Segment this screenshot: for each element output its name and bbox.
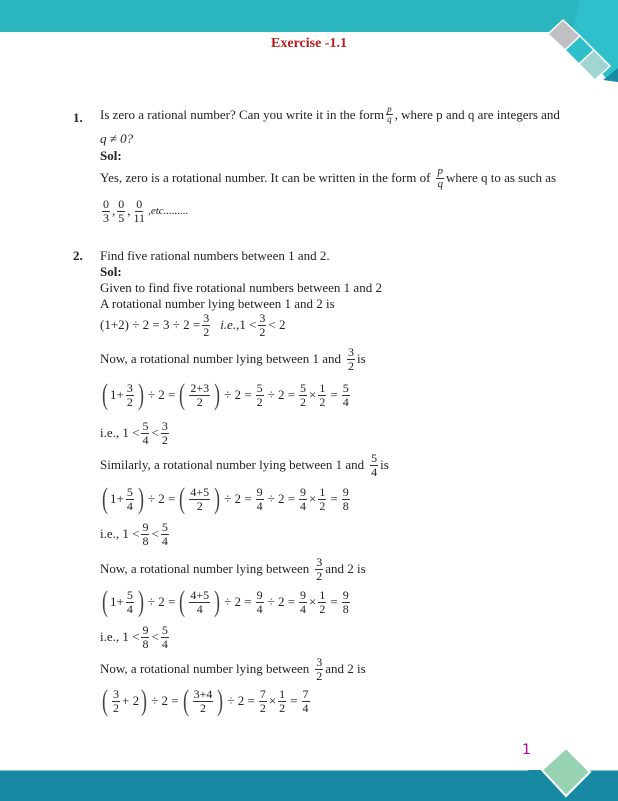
math-text: ÷ 2 = <box>224 491 252 506</box>
fraction-denominator: 4 <box>161 636 168 651</box>
math-text: is <box>357 351 366 367</box>
fraction-denominator: 4 <box>126 498 133 513</box>
fraction-denominator: 2 <box>279 700 286 715</box>
fraction-denominator: 4 <box>302 700 309 715</box>
math-text: 1 < <box>239 317 257 333</box>
fraction-numerator: 5 <box>161 520 168 534</box>
fraction-numerator: 1 <box>319 587 326 602</box>
parenthesis: ( <box>182 684 189 717</box>
math-text: ÷ 2 = <box>227 693 255 708</box>
fraction-numerator: 3+4 <box>193 686 213 701</box>
fraction <box>102 198 110 224</box>
fraction <box>133 198 147 224</box>
math-text: 1+ <box>110 491 124 506</box>
fraction <box>318 589 326 615</box>
fraction-denominator: 2 <box>196 394 203 409</box>
math-text: × <box>309 594 317 609</box>
solution-line <box>100 556 366 582</box>
fraction-numerator: 1 <box>279 686 286 701</box>
math-text: ÷ 2 = <box>267 491 296 506</box>
fraction-denominator: 2 <box>319 394 326 409</box>
fraction <box>258 312 266 338</box>
fraction <box>318 382 326 408</box>
solution-line: A rotational number lying between 1 and 2 is <box>100 296 335 311</box>
fraction-numerator: 7 <box>259 686 266 701</box>
fraction-numerator: 9 <box>300 587 307 602</box>
math-text: ÷ 2 = <box>147 387 176 402</box>
fraction <box>161 420 169 446</box>
question-1-condition: q ≠ 0? <box>100 131 134 146</box>
fraction <box>299 589 307 615</box>
fraction-numerator: 3 <box>348 345 355 359</box>
fraction-denominator: 4 <box>300 498 307 513</box>
fraction-denominator: 2 <box>319 601 326 616</box>
fraction <box>141 521 149 547</box>
fraction-numerator: 9 <box>142 623 149 637</box>
fraction <box>202 312 210 338</box>
fraction-numerator: 9 <box>342 484 349 499</box>
math-text: ÷ 2 = <box>224 387 252 402</box>
fraction-denominator: 4 <box>126 601 133 616</box>
math-text: = <box>330 491 338 506</box>
text: Yes, zero is a rotational number. It can be written in the form of <box>100 170 431 186</box>
solution-line <box>100 346 366 372</box>
fraction-numerator: 3 <box>259 311 266 325</box>
fraction <box>141 624 149 650</box>
fraction <box>342 589 350 615</box>
equation-5 <box>100 686 312 716</box>
fraction-numerator: 0 <box>136 197 143 211</box>
fraction <box>259 688 267 714</box>
math-text: 1+ <box>110 594 124 609</box>
parenthesis: ( <box>179 585 186 618</box>
fraction <box>315 656 323 682</box>
fraction-denominator: 4 <box>196 601 203 616</box>
footer-band <box>0 770 618 801</box>
fraction-denominator: 2 <box>113 700 119 715</box>
given-text: Given to find five rotational numbers between 1 and 2 <box>100 280 382 295</box>
question-number: 2. <box>73 248 83 263</box>
fraction-numerator: 3 <box>113 686 119 701</box>
fraction <box>161 521 169 547</box>
math-text: ÷ 2 = <box>147 491 176 506</box>
fraction <box>436 166 444 190</box>
fraction-numerator: 0 <box>103 197 109 211</box>
text: Is zero a rational number? Can you write it in the form <box>100 106 385 122</box>
parenthesis: ) <box>137 378 144 411</box>
math-text: ÷ 2 = <box>267 594 296 609</box>
fraction <box>126 589 134 615</box>
math-text: ÷ 2 = <box>147 594 176 609</box>
fraction-denominator: 2 <box>300 394 307 409</box>
fraction-numerator: 2+3 <box>190 380 210 395</box>
fraction-denominator: 2 <box>199 700 206 715</box>
sol-label: Sol: <box>100 148 122 163</box>
fraction-denominator: 4 <box>256 601 263 616</box>
math-text: 1+ <box>110 387 124 402</box>
math-text: × <box>309 387 317 402</box>
fraction-numerator: 1 <box>319 484 326 499</box>
text: where q to as such as <box>445 170 557 186</box>
solution-line <box>100 656 366 682</box>
fraction-denominator: 8 <box>342 601 349 616</box>
page-title: Exercise -1.1 <box>271 36 347 51</box>
fraction-numerator: 9 <box>142 520 149 534</box>
fraction-numerator: 3 <box>203 311 210 325</box>
fraction-numerator: 0 <box>118 197 125 211</box>
fraction-numerator: 9 <box>256 484 263 499</box>
fraction <box>256 486 264 512</box>
fraction-numerator: 9 <box>256 587 263 602</box>
math-text: < <box>151 526 159 542</box>
answer-1-examples: $\frac{0}{3}$ , $\frac{0}{5}$ , $\frac{0}{11}$ ,etc......... <box>103 197 189 225</box>
etc-text: ,etc......... <box>148 205 189 218</box>
question-2-text: Find five rational numbers between 1 and 2. <box>100 248 330 263</box>
fraction-numerator: p <box>437 165 443 177</box>
equation-1 <box>100 312 286 338</box>
fraction-numerator: 9 <box>342 587 349 602</box>
fraction-denominator: 2 <box>196 498 203 513</box>
fraction-denominator: 2 <box>316 668 323 683</box>
parenthesis: ( <box>102 585 108 618</box>
math-text: < 2 <box>268 317 286 333</box>
fraction-numerator: 3 <box>316 555 323 569</box>
fraction-denominator: 2 <box>259 700 266 715</box>
fraction-denominator: 2 <box>316 568 323 583</box>
math-text: Now, a rotational number lying between <box>100 561 310 577</box>
fraction-numerator: 3 <box>126 380 133 395</box>
fraction <box>299 382 307 408</box>
fraction-numerator: 1 <box>319 380 326 395</box>
fraction-numerator: 7 <box>302 686 309 701</box>
parenthesis: ( <box>102 378 108 411</box>
fraction-numerator: 3 <box>161 419 168 433</box>
math-text: × <box>268 693 277 708</box>
math-text: is <box>380 457 389 473</box>
fraction-numerator: p <box>387 104 392 114</box>
fraction-numerator: 5 <box>126 587 133 602</box>
fraction <box>189 382 210 408</box>
answer-1-text <box>100 166 556 190</box>
parenthesis: ( <box>102 482 108 515</box>
fraction-denominator: q <box>387 114 392 125</box>
fraction-numerator: 5 <box>300 380 307 395</box>
math-text: × <box>309 491 317 506</box>
math-text: and 2 is <box>325 561 366 577</box>
equation-3 <box>100 484 352 514</box>
math-text: (1+2) ÷ 2 = 3 ÷ 2 = <box>100 317 201 333</box>
fraction-numerator: 3 <box>316 655 323 669</box>
parenthesis: ( <box>179 482 186 515</box>
text: , where p and q are integers and <box>394 106 560 122</box>
parenthesis: ) <box>137 585 144 618</box>
page-number: 1 <box>522 742 531 758</box>
math-text: i.e., 1 < <box>100 425 140 441</box>
fraction-numerator: 5 <box>142 419 149 433</box>
math-text: i.e., 1 < <box>100 629 140 645</box>
fraction-denominator: 2 <box>259 324 266 339</box>
math-text: i.e., <box>220 317 240 333</box>
math-text: = <box>330 387 338 402</box>
fraction-numerator: 5 <box>161 623 168 637</box>
fraction <box>302 688 310 714</box>
fraction-denominator: 8 <box>142 533 149 548</box>
footer-corner-decoration <box>528 740 618 800</box>
inequality-3 <box>100 521 171 547</box>
fraction-denominator: 8 <box>142 636 149 651</box>
fraction <box>189 486 210 512</box>
fraction-numerator: 5 <box>342 380 349 395</box>
fraction-numerator: 5 <box>256 380 263 395</box>
parenthesis: ) <box>137 482 144 515</box>
math-text: and 2 is <box>325 661 366 677</box>
fraction-denominator: 2 <box>161 432 168 447</box>
fraction-denominator: 5 <box>118 210 125 225</box>
fraction <box>347 346 355 372</box>
math-text: = <box>330 594 338 609</box>
fraction-numerator: 4+5 <box>190 484 210 499</box>
math-text: ÷ 2 = <box>267 387 296 402</box>
math-text: Now, a rotational number lying between 1 and <box>100 351 342 367</box>
fraction <box>189 589 210 615</box>
fraction-denominator: 2 <box>126 394 133 409</box>
math-text: + 2 <box>122 693 140 708</box>
fraction <box>112 688 120 714</box>
parenthesis: ) <box>217 684 224 717</box>
fraction <box>299 486 307 512</box>
inequality-4 <box>100 624 171 650</box>
math-text: Similarly, a rotational number lying between 1 and <box>100 457 365 473</box>
math-text: Now, a rotational number lying between <box>100 661 310 677</box>
question-1-text <box>100 105 560 125</box>
fraction-denominator: 4 <box>300 601 307 616</box>
fraction <box>278 688 286 714</box>
fraction-denominator: 4 <box>256 498 263 513</box>
parenthesis: ) <box>214 585 221 618</box>
fraction-numerator: 5 <box>371 451 378 465</box>
fraction-numerator: 4+5 <box>190 587 210 602</box>
fraction-denominator: 8 <box>342 498 349 513</box>
fraction-denominator: 4 <box>371 464 378 479</box>
fraction <box>126 382 134 408</box>
fraction-denominator: 2 <box>203 324 210 339</box>
fraction <box>193 688 214 714</box>
parenthesis: ( <box>179 378 186 411</box>
math-text: i.e., 1 < <box>100 526 140 542</box>
fraction-denominator: 4 <box>342 394 349 409</box>
solution-line <box>100 452 389 478</box>
fraction-denominator: 3 <box>103 210 109 225</box>
fraction-denominator: 4 <box>161 533 168 548</box>
fraction <box>161 624 169 650</box>
fraction <box>126 486 134 512</box>
fraction <box>256 382 264 408</box>
parenthesis: ( <box>102 684 108 717</box>
math-text: < <box>151 425 159 441</box>
fraction-numerator: 9 <box>300 484 307 499</box>
fraction-denominator: 4 <box>142 432 149 447</box>
fraction-denominator: 2 <box>319 498 326 513</box>
fraction-denominator: 2 <box>348 358 355 373</box>
fraction <box>256 589 264 615</box>
inequality-2 <box>100 420 171 446</box>
fraction-denominator: q <box>437 177 443 190</box>
fraction <box>342 486 350 512</box>
equation-2 <box>100 380 352 410</box>
math-text: < <box>151 629 159 645</box>
parenthesis: ) <box>214 378 221 411</box>
math-text: ÷ 2 = <box>151 693 179 708</box>
fraction <box>117 198 125 224</box>
math-text: = <box>290 693 298 708</box>
fraction-denominator: 2 <box>256 394 263 409</box>
sol-label: Sol: <box>100 264 122 279</box>
math-text: ÷ 2 = <box>224 594 252 609</box>
fraction <box>370 452 378 478</box>
fraction <box>386 105 393 125</box>
fraction-numerator: 5 <box>126 484 133 499</box>
question-number: 1. <box>73 110 83 125</box>
fraction <box>318 486 326 512</box>
equation-4 <box>100 587 352 617</box>
fraction <box>141 420 149 446</box>
fraction-denominator: 11 <box>133 210 146 225</box>
parenthesis: ) <box>214 482 221 515</box>
fraction <box>315 556 323 582</box>
fraction <box>342 382 350 408</box>
parenthesis: ) <box>141 684 148 717</box>
